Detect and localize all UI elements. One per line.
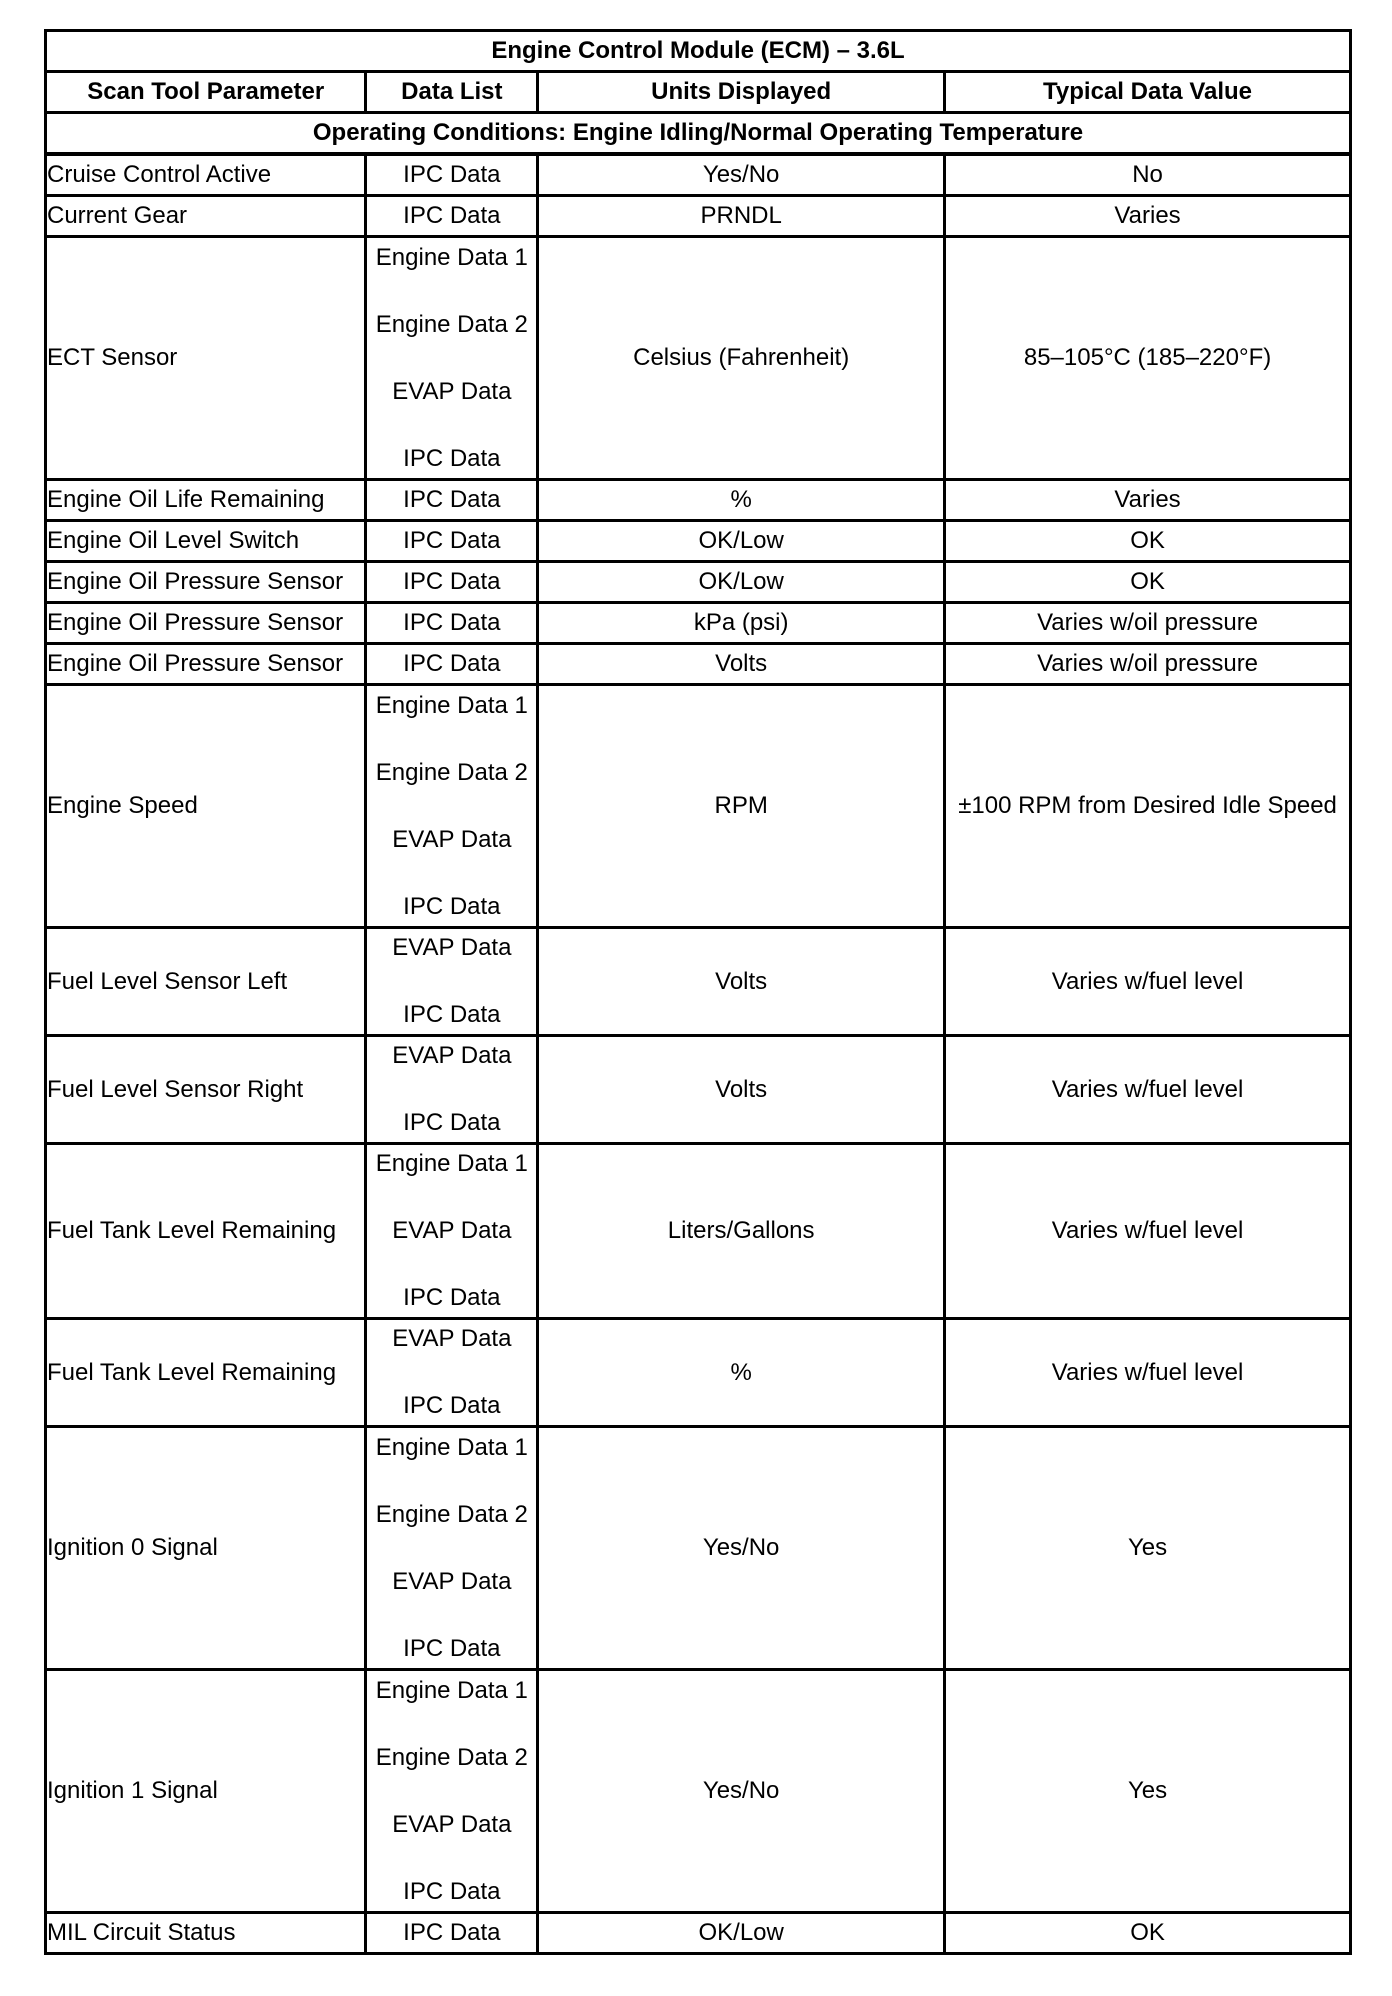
data-list-cell [367,481,539,522]
data-list-item: EVAP Data [392,1567,512,1595]
data-list-item: EVAP Data [392,825,512,853]
units-displayed-cell: OK/Low [539,563,946,604]
header-scan-tool-parameter: Scan Tool Parameter [47,73,367,114]
scan-tool-parameter-cell: Fuel Level Sensor Left [47,929,367,1037]
scan-tool-parameter-cell: ECT Sensor [47,238,367,481]
data-list-cell [367,1914,539,1955]
data-list-item: IPC Data [403,1284,501,1311]
units-displayed-cell: Yes/No [539,1428,946,1671]
data-list-cell [367,197,539,238]
typical-data-value-cell: ±100 RPM from Desired Idle Speed [946,686,1352,929]
data-list-item: Engine Data 1 [375,691,528,719]
data-list-item: IPC Data [403,1392,501,1419]
table-row [47,481,1352,522]
data-list-item: Engine Data 1 [375,1150,528,1177]
typical-data-value-cell: Varies w/fuel level [946,1145,1352,1320]
data-list-item: IPC Data [403,892,501,920]
data-list-item: EVAP Data [392,1325,512,1352]
units-displayed-cell: kPa (psi) [539,604,946,645]
data-list-item: Engine Data 2 [375,758,528,786]
typical-data-value-cell: Varies w/fuel level [946,929,1352,1037]
data-list-cell [367,156,539,197]
typical-data-value-cell: Varies w/fuel level [946,1320,1352,1428]
table-row [47,604,1352,645]
data-list-item: Engine Data 1 [375,1433,528,1461]
units-displayed-cell: Liters/Gallons [539,1145,946,1320]
table-row [47,1914,1352,1955]
table-row [47,686,1352,929]
table-row [47,645,1352,686]
data-list-item: Engine Data 1 [375,243,528,271]
scan-tool-parameter-cell: Cruise Control Active [47,156,367,197]
data-list-item: Engine Data 2 [375,1743,528,1771]
data-list-item: IPC Data [403,1919,501,1946]
scan-tool-parameter-cell: Ignition 0 Signal [47,1428,367,1671]
typical-data-value-cell: No [946,156,1352,197]
data-list-cell [367,563,539,604]
header-data-list: Data List [367,73,539,114]
data-list-item: EVAP Data [392,377,512,405]
data-list-item: EVAP Data [392,1042,512,1069]
ecm-data-table [44,29,1352,1955]
table-body [47,156,1352,1955]
typical-data-value-cell: Varies [946,197,1352,238]
table-row [47,156,1352,197]
data-list-item: IPC Data [403,527,501,554]
data-list-item: IPC Data [403,1109,501,1136]
table-row [47,563,1352,604]
units-displayed-cell: Yes/No [539,156,946,197]
scan-tool-parameter-cell: Engine Oil Life Remaining [47,481,367,522]
units-displayed-cell: Celsius (Fahrenheit) [539,238,946,481]
table-row [47,522,1352,563]
table-row [47,1037,1352,1145]
typical-data-value-cell: Yes [946,1428,1352,1671]
typical-data-value-cell: OK [946,563,1352,604]
header-units-displayed: Units Displayed [539,73,946,114]
data-list-item: Engine Data 1 [375,1676,528,1704]
typical-data-value-cell: OK [946,522,1352,563]
typical-data-value-cell: Varies w/oil pressure [946,604,1352,645]
units-displayed-cell: OK/Low [539,1914,946,1955]
data-list-cell [367,645,539,686]
units-displayed-cell: Volts [539,929,946,1037]
table-row [47,929,1352,1037]
data-list-cell [367,1145,539,1320]
scan-tool-parameter-cell: Engine Oil Level Switch [47,522,367,563]
units-displayed-cell: PRNDL [539,197,946,238]
typical-data-value-cell: Varies w/oil pressure [946,645,1352,686]
data-list-item: IPC Data [403,1634,501,1662]
data-list-item: IPC Data [403,1877,501,1905]
units-displayed-cell: OK/Low [539,522,946,563]
data-list-item: IPC Data [403,444,501,472]
data-list-cell [367,686,539,929]
table-row [47,1671,1352,1914]
typical-data-value-cell: 85–105°C (185–220°F) [946,238,1352,481]
typical-data-value-cell: Yes [946,1671,1352,1914]
data-list-cell [367,238,539,481]
units-displayed-cell: % [539,1320,946,1428]
scan-tool-parameter-cell: Fuel Tank Level Remaining [47,1320,367,1428]
table-row [47,238,1352,481]
table-row [47,197,1352,238]
data-list-cell [367,1671,539,1914]
data-list-item: IPC Data [403,486,501,513]
data-list-cell [367,1428,539,1671]
table-row [47,1145,1352,1320]
data-list-item: EVAP Data [392,934,512,961]
operating-conditions: Operating Conditions: Engine Idling/Normal Operating Temperature [47,114,1352,156]
data-list-item: IPC Data [403,1001,501,1028]
data-list-item: EVAP Data [392,1810,512,1838]
scan-tool-parameter-cell: Engine Oil Pressure Sensor [47,604,367,645]
data-list-item: IPC Data [403,568,501,595]
scan-tool-parameter-cell: Engine Speed [47,686,367,929]
data-list-item: IPC Data [403,202,501,229]
scan-tool-parameter-cell: Fuel Level Sensor Right [47,1037,367,1145]
data-list-item: IPC Data [403,161,501,188]
typical-data-value-cell: OK [946,1914,1352,1955]
units-displayed-cell: RPM [539,686,946,929]
scan-tool-parameter-cell: Engine Oil Pressure Sensor [47,563,367,604]
data-list-cell [367,1037,539,1145]
data-list-item: Engine Data 2 [375,310,528,338]
typical-data-value-cell: Varies [946,481,1352,522]
table-row [47,1428,1352,1671]
scan-tool-parameter-cell: Engine Oil Pressure Sensor [47,645,367,686]
data-list-cell [367,522,539,563]
scan-tool-parameter-cell: MIL Circuit Status [47,1914,367,1955]
typical-data-value-cell: Varies w/fuel level [946,1037,1352,1145]
scan-tool-parameter-cell: Ignition 1 Signal [47,1671,367,1914]
data-list-item: IPC Data [403,609,501,636]
units-displayed-cell: Volts [539,645,946,686]
units-displayed-cell: Volts [539,1037,946,1145]
data-list-item: EVAP Data [392,1217,512,1244]
data-list-cell [367,929,539,1037]
data-list-cell [367,1320,539,1428]
units-displayed-cell: % [539,481,946,522]
scan-tool-parameter-cell: Fuel Tank Level Remaining [47,1145,367,1320]
data-list-item: IPC Data [403,650,501,677]
data-list-item: Engine Data 2 [375,1500,528,1528]
units-displayed-cell: Yes/No [539,1671,946,1914]
table-title: Engine Control Module (ECM) – 3.6L [47,32,1352,73]
table-row [47,1320,1352,1428]
scan-tool-parameter-cell: Current Gear [47,197,367,238]
header-typical-data-value: Typical Data Value [946,73,1352,114]
data-list-cell [367,604,539,645]
